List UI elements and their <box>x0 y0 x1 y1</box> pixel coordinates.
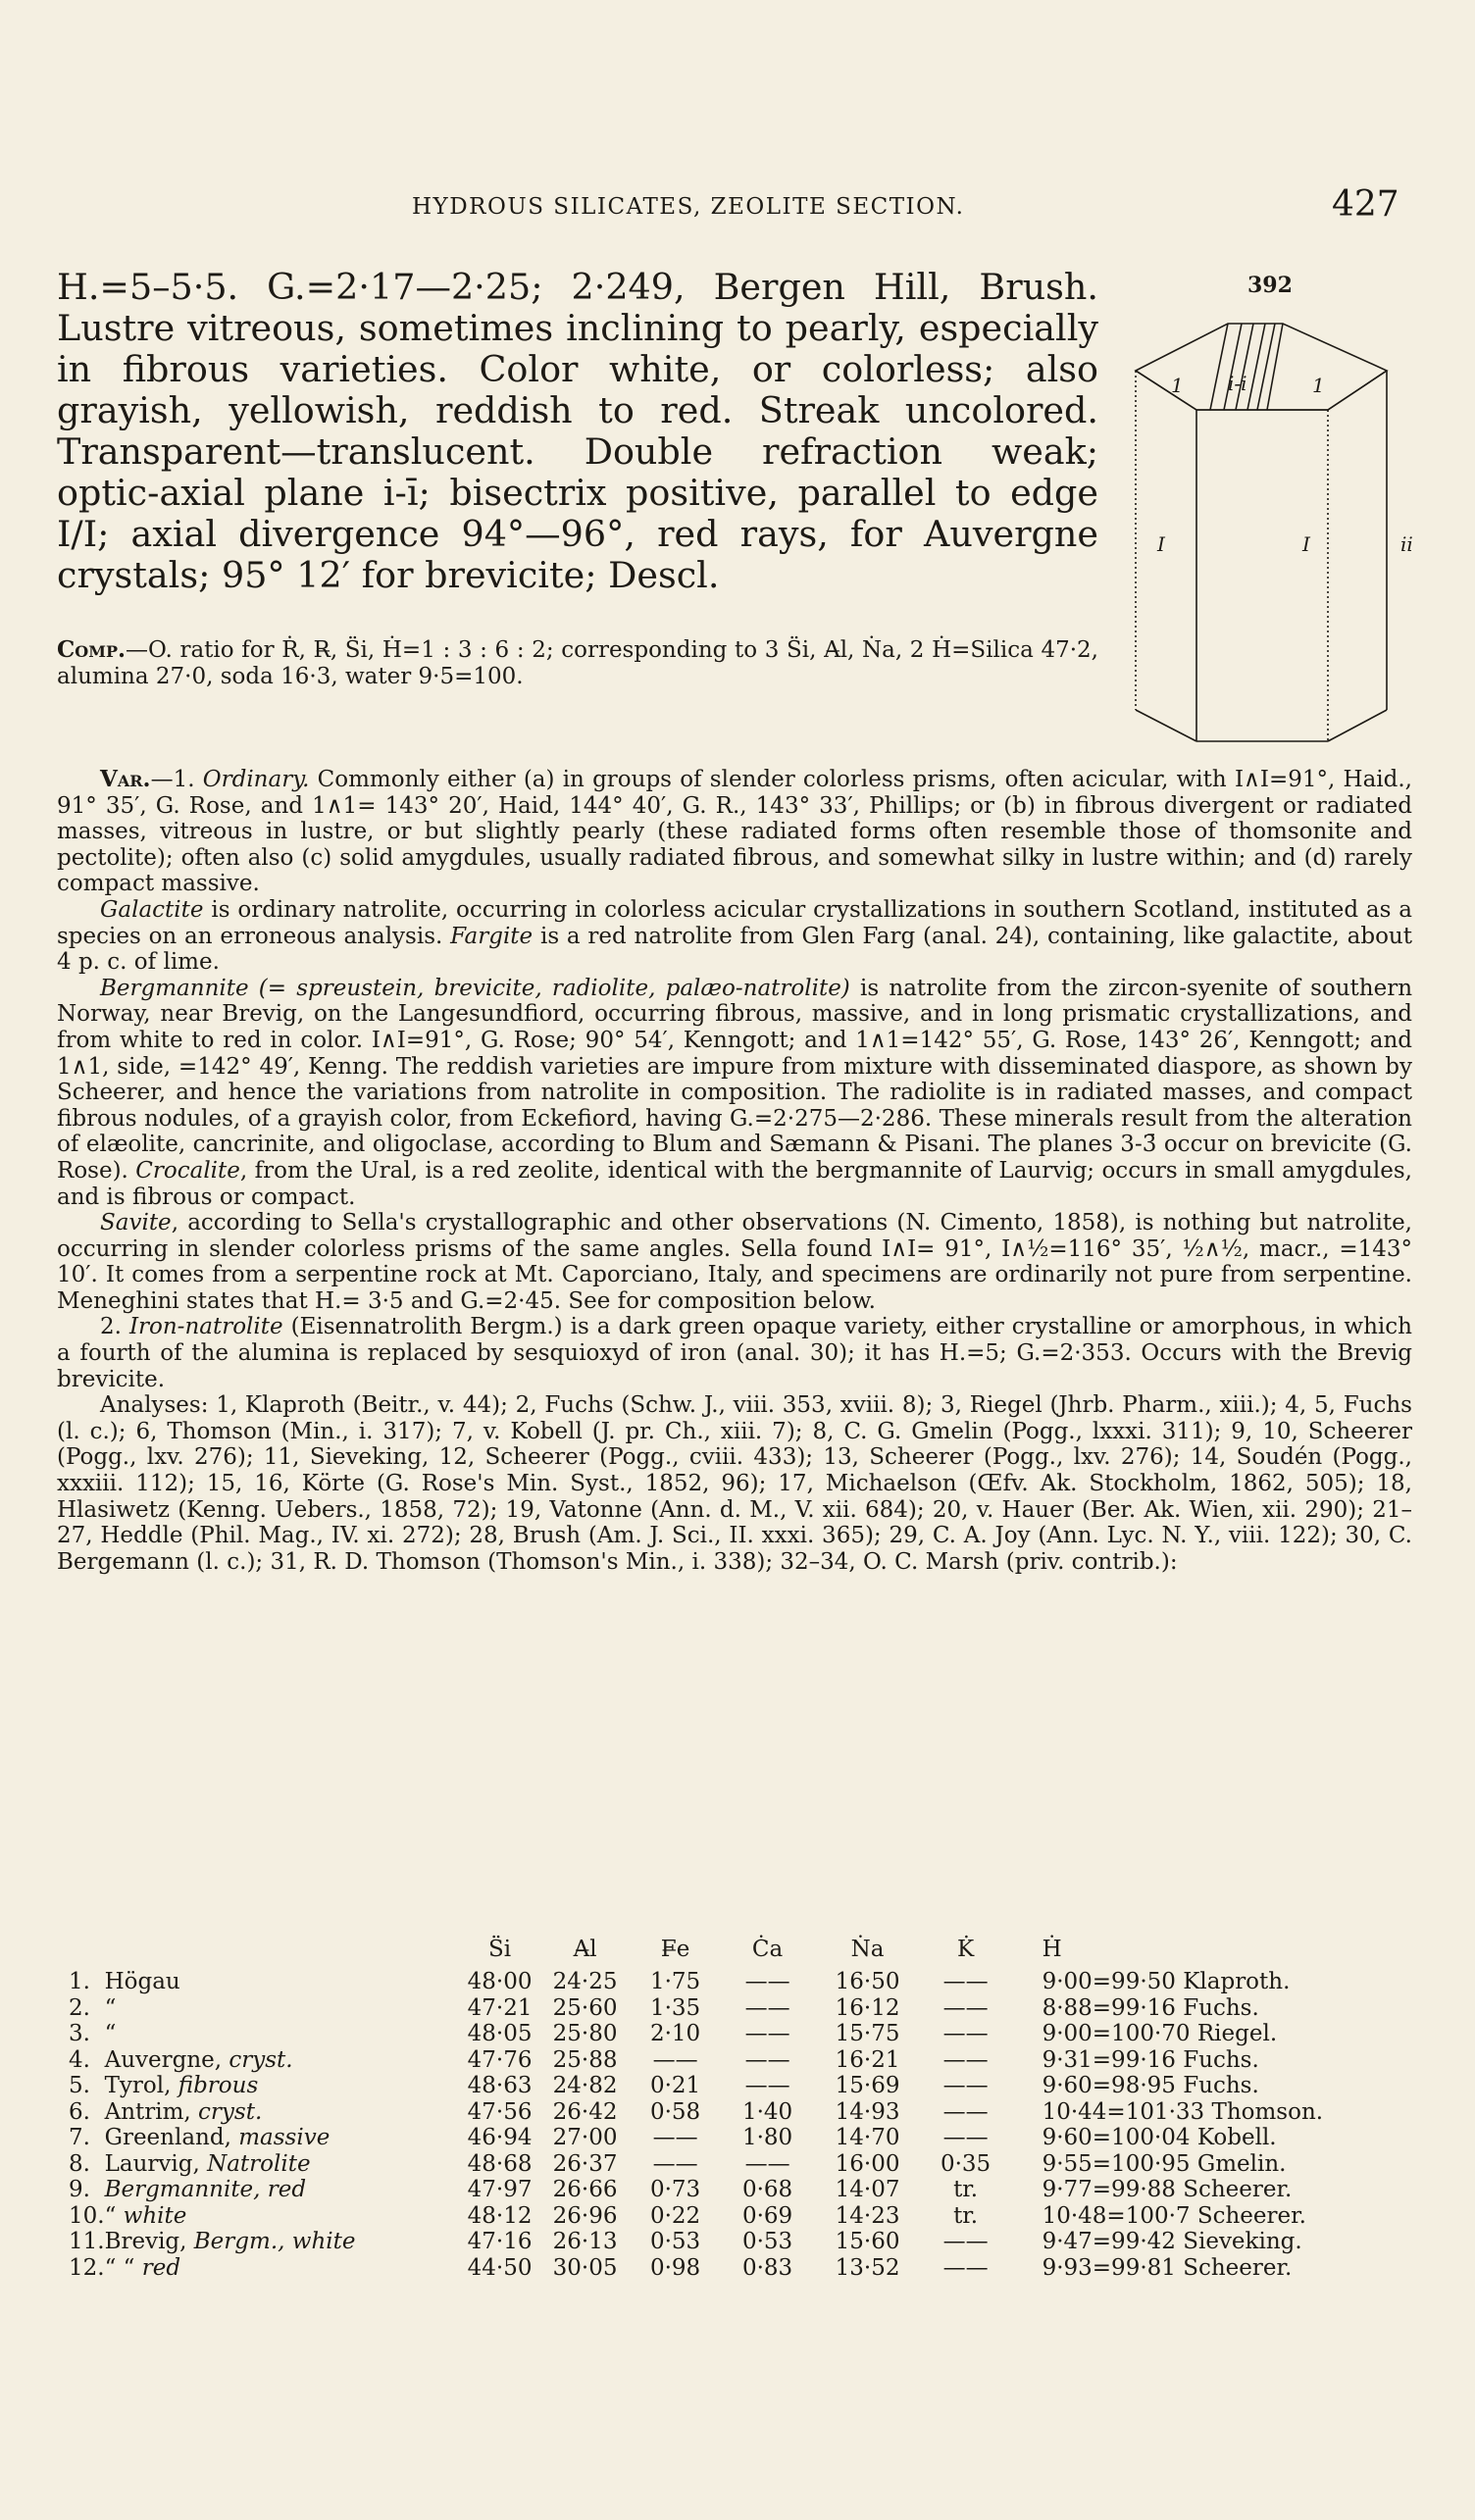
cell-al: 26·66 <box>552 2177 618 2203</box>
table-row <box>69 2021 1376 2047</box>
locality-name: Antrim, <box>104 2098 199 2125</box>
cell-num: 1. <box>69 1969 90 1995</box>
cell-locality <box>105 2073 458 2099</box>
cell-si: 47·16 <box>467 2229 533 2255</box>
cell-ca: —— <box>744 2150 790 2177</box>
locality-note: fibrous <box>178 2073 259 2099</box>
cell-fe: 1·75 <box>649 1969 701 1995</box>
table-row <box>69 2203 1376 2230</box>
savite-term: Savite <box>100 1210 172 1236</box>
cell-si: 47·56 <box>467 2098 533 2125</box>
cell-num: 5. <box>69 2073 90 2099</box>
cell-si: 44·50 <box>467 2254 533 2281</box>
cell-si: 48·63 <box>467 2073 533 2099</box>
bergmannite-synonyms: (= spreustein, brevicite, radiolite, palæo-natrolite) <box>248 975 850 1001</box>
cell-locality <box>105 2203 458 2230</box>
var2-paragraph <box>57 1314 1412 1392</box>
fig-label-ii-side: ii <box>1400 532 1413 556</box>
cell-locality <box>105 2255 458 2282</box>
cell-na: 16·50 <box>835 1969 900 1995</box>
fargite-term: Fargite <box>450 923 534 949</box>
cell-na: 13·52 <box>835 2254 900 2281</box>
cell-h: 9·60=100·04 Kobell. <box>1042 2125 1277 2151</box>
table-row <box>69 2047 1376 2074</box>
cell-h: 9·00=100·70 Riegel. <box>1042 2021 1278 2047</box>
cell-na: 14·93 <box>835 2098 900 2125</box>
locality-note: Natrolite <box>207 2150 311 2177</box>
cell-si: 48·00 <box>467 1969 533 1995</box>
cell-k: —— <box>942 1969 989 1995</box>
locality-note: massive <box>238 2125 331 2151</box>
cell-num: 4. <box>69 2046 90 2073</box>
col-header-potash: K̇ <box>956 1937 975 1962</box>
cell-al: 27·00 <box>552 2125 618 2151</box>
locality-name: Brevig, <box>104 2229 194 2255</box>
savite-text: , according to Sella's crystallographic and other observations (N. Cimento, 1858), is nothing but natrolite, occurring in slender colorless prisms of the same angles. Sella found I∧I= 91°, I∧½=116° 35′, ½∧½, macr., =143° 10′. It comes from a serpentine rock at Mt. Caporciano, Italy, and specimens are ordinarily not pure from serpentine. Meneghini states that H.= 3·5 and G.=2·45. See for composition below. <box>57 1210 1412 1314</box>
crystal-bottom-right <box>1328 710 1387 741</box>
cell-na: 16·21 <box>835 2046 900 2073</box>
cell-si: 47·21 <box>467 1994 533 2021</box>
cell-si: 46·94 <box>467 2125 533 2151</box>
cell-al: 30·05 <box>552 2254 618 2281</box>
var2-head: 2. <box>100 1314 129 1340</box>
crystal-figure <box>1126 320 1430 757</box>
cell-ca: 1·80 <box>741 2125 793 2151</box>
cell-na: 16·12 <box>835 1994 900 2021</box>
cell-si: 47·97 <box>467 2177 533 2203</box>
crystal-stripe <box>1257 324 1275 410</box>
cell-ca: 1·40 <box>741 2098 793 2125</box>
cell-na: 15·69 <box>835 2073 900 2099</box>
cell-locality <box>105 2125 458 2151</box>
cell-si: 48·12 <box>467 2202 533 2229</box>
cell-fe: —— <box>652 2046 698 2073</box>
locality-name: “ <box>104 2202 124 2229</box>
cell-si: 48·68 <box>467 2150 533 2177</box>
fargite-text: is a red natrolite from Glen Farg (anal. 24), containing, like galactite, about 4 p. c. of lime. <box>57 923 1412 976</box>
locality-note: Bergmannite, red <box>104 2177 307 2203</box>
table-row <box>69 2151 1376 2178</box>
galactite-term: Galactite <box>100 896 204 923</box>
cell-k: —— <box>942 1994 989 2021</box>
cell-na: 15·75 <box>835 2021 900 2047</box>
fig-label-ii: i-i <box>1228 372 1247 395</box>
table-row <box>69 1969 1376 1995</box>
cell-num: 12. <box>69 2254 105 2281</box>
var2-text: (Eisennatrolith Bergm.) is a dark green opaque variety, either crystalline or amorphous, in which a fourth of the alumina is replaced by sesquioxyd of iron (anal. 30); it has H.=5; G.=2·353. Occurs with the Brevig brevicite. <box>57 1314 1412 1392</box>
cell-k: —— <box>942 2229 989 2255</box>
cell-k: —— <box>942 2254 989 2281</box>
cell-num: 7. <box>69 2125 90 2151</box>
cell-num: 2. <box>69 1994 90 2021</box>
locality-note: cryst. <box>198 2098 263 2125</box>
cell-al: 24·25 <box>552 1969 618 1995</box>
cell-h: 10·48=100·7 Scheerer. <box>1042 2202 1306 2229</box>
cell-num: 6. <box>69 2098 90 2125</box>
col-header-alumina: A̶l <box>573 1937 597 1962</box>
table-row <box>69 2229 1376 2255</box>
figure-number: 392 <box>1247 273 1293 298</box>
var-label: Var. <box>100 766 151 792</box>
col-header-soda: Ṅa <box>850 1937 885 1962</box>
galactite-text: is ordinary natrolite, occurring in colorless acicular crystallizations in southern Scotland, instituted as a species on an erroneous analysis. <box>57 896 1412 949</box>
cell-na: 14·23 <box>835 2202 900 2229</box>
locality-name: “ <box>104 1994 117 2021</box>
cell-k: —— <box>942 2046 989 2073</box>
fig-label-I: I <box>1157 532 1165 556</box>
cell-h: 10·44=101·33 Thomson. <box>1042 2098 1324 2125</box>
locality-name: Laurvig, <box>104 2150 208 2177</box>
col-header-lime: Ċa <box>751 1937 784 1962</box>
analyses-table <box>69 1930 1376 2281</box>
cell-h: 9·93=99·81 Scheerer. <box>1042 2254 1293 2281</box>
fig-label-I2: I <box>1302 532 1310 556</box>
cell-h: 9·60=98·95 Fuchs. <box>1042 2073 1259 2099</box>
cell-k: —— <box>942 2125 989 2151</box>
cell-fe: 0·58 <box>649 2098 701 2125</box>
running-header: HYDROUS SILICATES, ZEOLITE SECTION. <box>412 194 965 220</box>
var1-head: —1. <box>150 767 203 792</box>
locality-name: Tyrol, <box>104 2073 178 2099</box>
crocalite-term: Crocalite <box>135 1157 240 1184</box>
cell-num: 11. <box>69 2229 105 2255</box>
cell-num: 8. <box>69 2150 90 2177</box>
varieties-section <box>57 767 1412 1575</box>
cell-ca: 0·53 <box>741 2229 793 2255</box>
cell-si: 48·05 <box>467 2021 533 2047</box>
cell-num: 3. <box>69 2021 90 2047</box>
cell-na: 14·07 <box>835 2177 900 2203</box>
col-header-iron: F̶e <box>660 1937 690 1962</box>
cell-na: 15·60 <box>835 2229 900 2255</box>
cell-num: 9. <box>69 2177 90 2203</box>
cell-na: 16·00 <box>835 2150 900 2177</box>
crystal-bottom-left <box>1136 710 1196 741</box>
comp-label: Comp. <box>57 636 126 663</box>
cell-ca: —— <box>744 2073 790 2099</box>
cell-num: 10. <box>69 2202 105 2229</box>
composition-paragraph <box>57 637 1098 689</box>
cell-al: 26·13 <box>552 2229 618 2255</box>
table-row <box>69 2125 1376 2151</box>
table-row <box>69 2099 1376 2126</box>
locality-name: Högau <box>104 1969 180 1995</box>
analyses-references: Analyses: 1, Klaproth (Beitr., v. 44); 2, Fuchs (Schw. J., viii. 353, xviii. 8); 3, Riegel (Jhrb. Pharm., xiii.); 4, 5, Fuchs (l. c.); 6, Thomson (Min., i. 317); 7, v. Kobell (J. pr. Ch., xiii. 7); 8, C. G. Gmelin (Pogg., lxxxi. 311); 9, 10, Scheerer (Pogg., lxv. 276); 11, Sieveking, 12, Scheerer (Pogg., cviii. 433); 13, Scheerer (Pogg., lxv. 276); 14, Soudén (Pogg., xxxiii. 112); 15, 16, Körte (G. Rose's Min. Syst., 1852, 96); 17, Michaelson (Œfv. Ak. Stockholm, 1862, 505); 18, Hlasiwetz (Kenng. Uebers., 1858, 72); 19, Vatonne (Ann. d. M., V. xii. 684); 20, v. Hauer (Ber. Ak. Wien, xii. 290); 21–27, Heddle (Phil. Mag., IV. xi. 272); 28, Brush (Am. J. Sci., II. xxxi. 365); 29, C. A. Joy (Ann. Lyc. N. Y., viii. 122); 30, C. Bergemann (l. c.); 31, R. D. Thomson (Thomson's Min., i. 338); 32–34, O. C. Marsh (priv. contrib.): <box>57 1392 1412 1575</box>
cell-ca: —— <box>744 2046 790 2073</box>
savite-paragraph <box>57 1210 1412 1314</box>
cell-na: 14·70 <box>835 2125 900 2151</box>
crystal-stripe <box>1267 324 1283 410</box>
locality-name: “ “ <box>104 2254 142 2281</box>
cell-locality <box>105 1969 458 1995</box>
cell-fe: 0·73 <box>649 2177 701 2203</box>
col-header-water: Ḣ <box>1042 1937 1062 1962</box>
var1-text: Commonly either (a) in groups of slender colorless prisms, often acicular, with I∧I=91°, Haid., 91° 35′, G. Rose, and 1∧1= 143° 20′, Haid, 144° 40′, G. R., 143° 33′, Phillips; or (b) in fibrous divergent or radiated masses, vitreous in lustre, or but slightly pearly (these radiated forms often resemble those of thomsonite and pectolite); often also (c) solid amygdules, usually radiated fibrous, and somewhat silky in lustre within; and (d) rarely compact massive. <box>57 767 1412 897</box>
table-row <box>69 2073 1376 2099</box>
fig-label-1b: 1 <box>1312 374 1325 397</box>
physical-properties: H.=5–5·5. G.=2·17—2·25; 2·249, Bergen Hill, Brush. Lustre vitreous, sometimes inclining to pearly, especially in fibrous varieties. Color white, or colorless; also grayish, yellowish, reddish to red. Streak uncolored. Transparent—translucent. Double refraction weak; optic-axial plane i-ī; bisectrix positive, parallel to edge I/I; axial divergence 94°—96°, red rays, for Auvergne crystals; 95° 12′ for brevicite; Descl. <box>57 266 1098 596</box>
cell-locality <box>105 1995 458 2022</box>
cell-k: 0·35 <box>940 2150 992 2177</box>
locality-name: Greenland, <box>104 2125 239 2151</box>
cell-k: tr. <box>953 2177 979 2203</box>
cell-h: 9·47=99·42 Sieveking. <box>1042 2229 1302 2255</box>
cell-k: —— <box>942 2098 989 2125</box>
var1-term: Ordinary. <box>202 767 310 792</box>
cell-fe: 1·35 <box>649 1994 701 2021</box>
cell-locality <box>105 2151 458 2178</box>
cell-locality <box>105 2021 458 2047</box>
var2-term: Iron-natrolite <box>128 1314 283 1340</box>
bergmannite-text: is natrolite from the zircon-syenite of southern Norway, near Brevig, on the Langesundfiord, occurring fibrous, massive, and in long prismatic crystallizations, and from white to red in color. I∧I=91°, G. Rose; 90° 54′, Kenngott; and 1∧1=142° 55′, G. Rose, 143° 26′, Kenngott; and 1∧1, side, =142° 49′, Kenng. The reddish varieties are impure from mixture with disseminated diaspore, as shown by Scheerer, and hence the variations from natrolite in composition. The radiolite is in radiated masses, and compact fibrous nodules, of a grayish color, from Eckefiord, having G.=2·275—2·286. These minerals result from the alteration of elæolite, cancrinite, and oligoclase, according to Blum and Sæmann & Pisani. The planes 3-3̄ occur on brevicite (G. Rose). <box>57 975 1413 1184</box>
cell-ca: —— <box>744 1969 790 1995</box>
cell-fe: 0·98 <box>649 2254 701 2281</box>
crystal-stripe <box>1210 324 1228 410</box>
cell-fe: —— <box>652 2150 698 2177</box>
cell-al: 25·60 <box>552 1994 618 2021</box>
table-row <box>69 2177 1376 2203</box>
cell-ca: —— <box>744 1994 790 2021</box>
comp-text: —O. ratio for Ṙ, R̶, S̈i, Ḣ=1 : 3 : 6 : 2; corresponding to 3 S̈i, A̶l, Ṅa, 2 Ḣ=Silica 47·2, alumina 27·0, soda 16·3, water 9·5=100. <box>57 637 1098 689</box>
locality-name: Auvergne, <box>104 2046 229 2073</box>
table-row <box>69 2255 1376 2282</box>
locality-name: “ <box>104 2021 117 2047</box>
locality-note: Bergm., white <box>193 2229 356 2255</box>
cell-al: 25·88 <box>552 2046 618 2073</box>
table-body <box>69 1969 1376 2281</box>
fig-label-1: 1 <box>1171 374 1184 397</box>
cell-locality <box>105 2099 458 2126</box>
cell-fe: 0·21 <box>649 2073 701 2099</box>
cell-fe: 0·22 <box>649 2202 701 2229</box>
cell-h: 9·00=99·50 Klaproth. <box>1042 1969 1291 1995</box>
cell-al: 26·42 <box>552 2098 618 2125</box>
cell-k: —— <box>942 2021 989 2047</box>
cell-ca: 0·83 <box>741 2254 793 2281</box>
cell-locality <box>105 2229 458 2255</box>
cell-h: 9·55=100·95 Gmelin. <box>1042 2150 1287 2177</box>
galactite-paragraph <box>57 897 1412 976</box>
cell-ca: 0·68 <box>741 2177 793 2203</box>
locality-note: red <box>141 2254 181 2281</box>
cell-fe: 2·10 <box>649 2021 701 2047</box>
cell-locality <box>105 2047 458 2074</box>
cell-al: 26·37 <box>552 2150 618 2177</box>
cell-k: tr. <box>953 2202 979 2229</box>
bergmannite-paragraph <box>57 976 1412 1210</box>
table-row <box>69 1995 1376 2022</box>
cell-si: 47·76 <box>467 2046 533 2073</box>
cell-h: 9·77=99·88 Scheerer. <box>1042 2177 1293 2203</box>
cell-fe: —— <box>652 2125 698 2151</box>
page-number: 427 <box>1332 184 1399 225</box>
crocalite-text: , from the Ural, is a red zeolite, identical with the bergmannite of Laurvig; occurs in small amygdules, and is fibrous or compact. <box>57 1157 1412 1210</box>
table-header-row <box>69 1930 1376 1969</box>
cell-fe: 0·53 <box>649 2229 701 2255</box>
col-header-silica: S̈i <box>488 1937 512 1962</box>
cell-h: 9·31=99·16 Fuchs. <box>1042 2046 1259 2073</box>
cell-h: 8·88=99·16 Fuchs. <box>1042 1994 1259 2021</box>
cell-al: 25·80 <box>552 2021 618 2047</box>
cell-ca: —— <box>744 2021 790 2047</box>
var1-paragraph <box>57 767 1412 897</box>
locality-note: white <box>123 2202 187 2229</box>
cell-locality <box>105 2177 458 2203</box>
cell-al: 24·82 <box>552 2073 618 2099</box>
locality-note: cryst. <box>229 2046 293 2073</box>
cell-ca: 0·69 <box>741 2202 793 2229</box>
cell-k: —— <box>942 2073 989 2099</box>
cell-al: 26·96 <box>552 2202 618 2229</box>
bergmannite-term: Bergmannite <box>100 975 249 1001</box>
